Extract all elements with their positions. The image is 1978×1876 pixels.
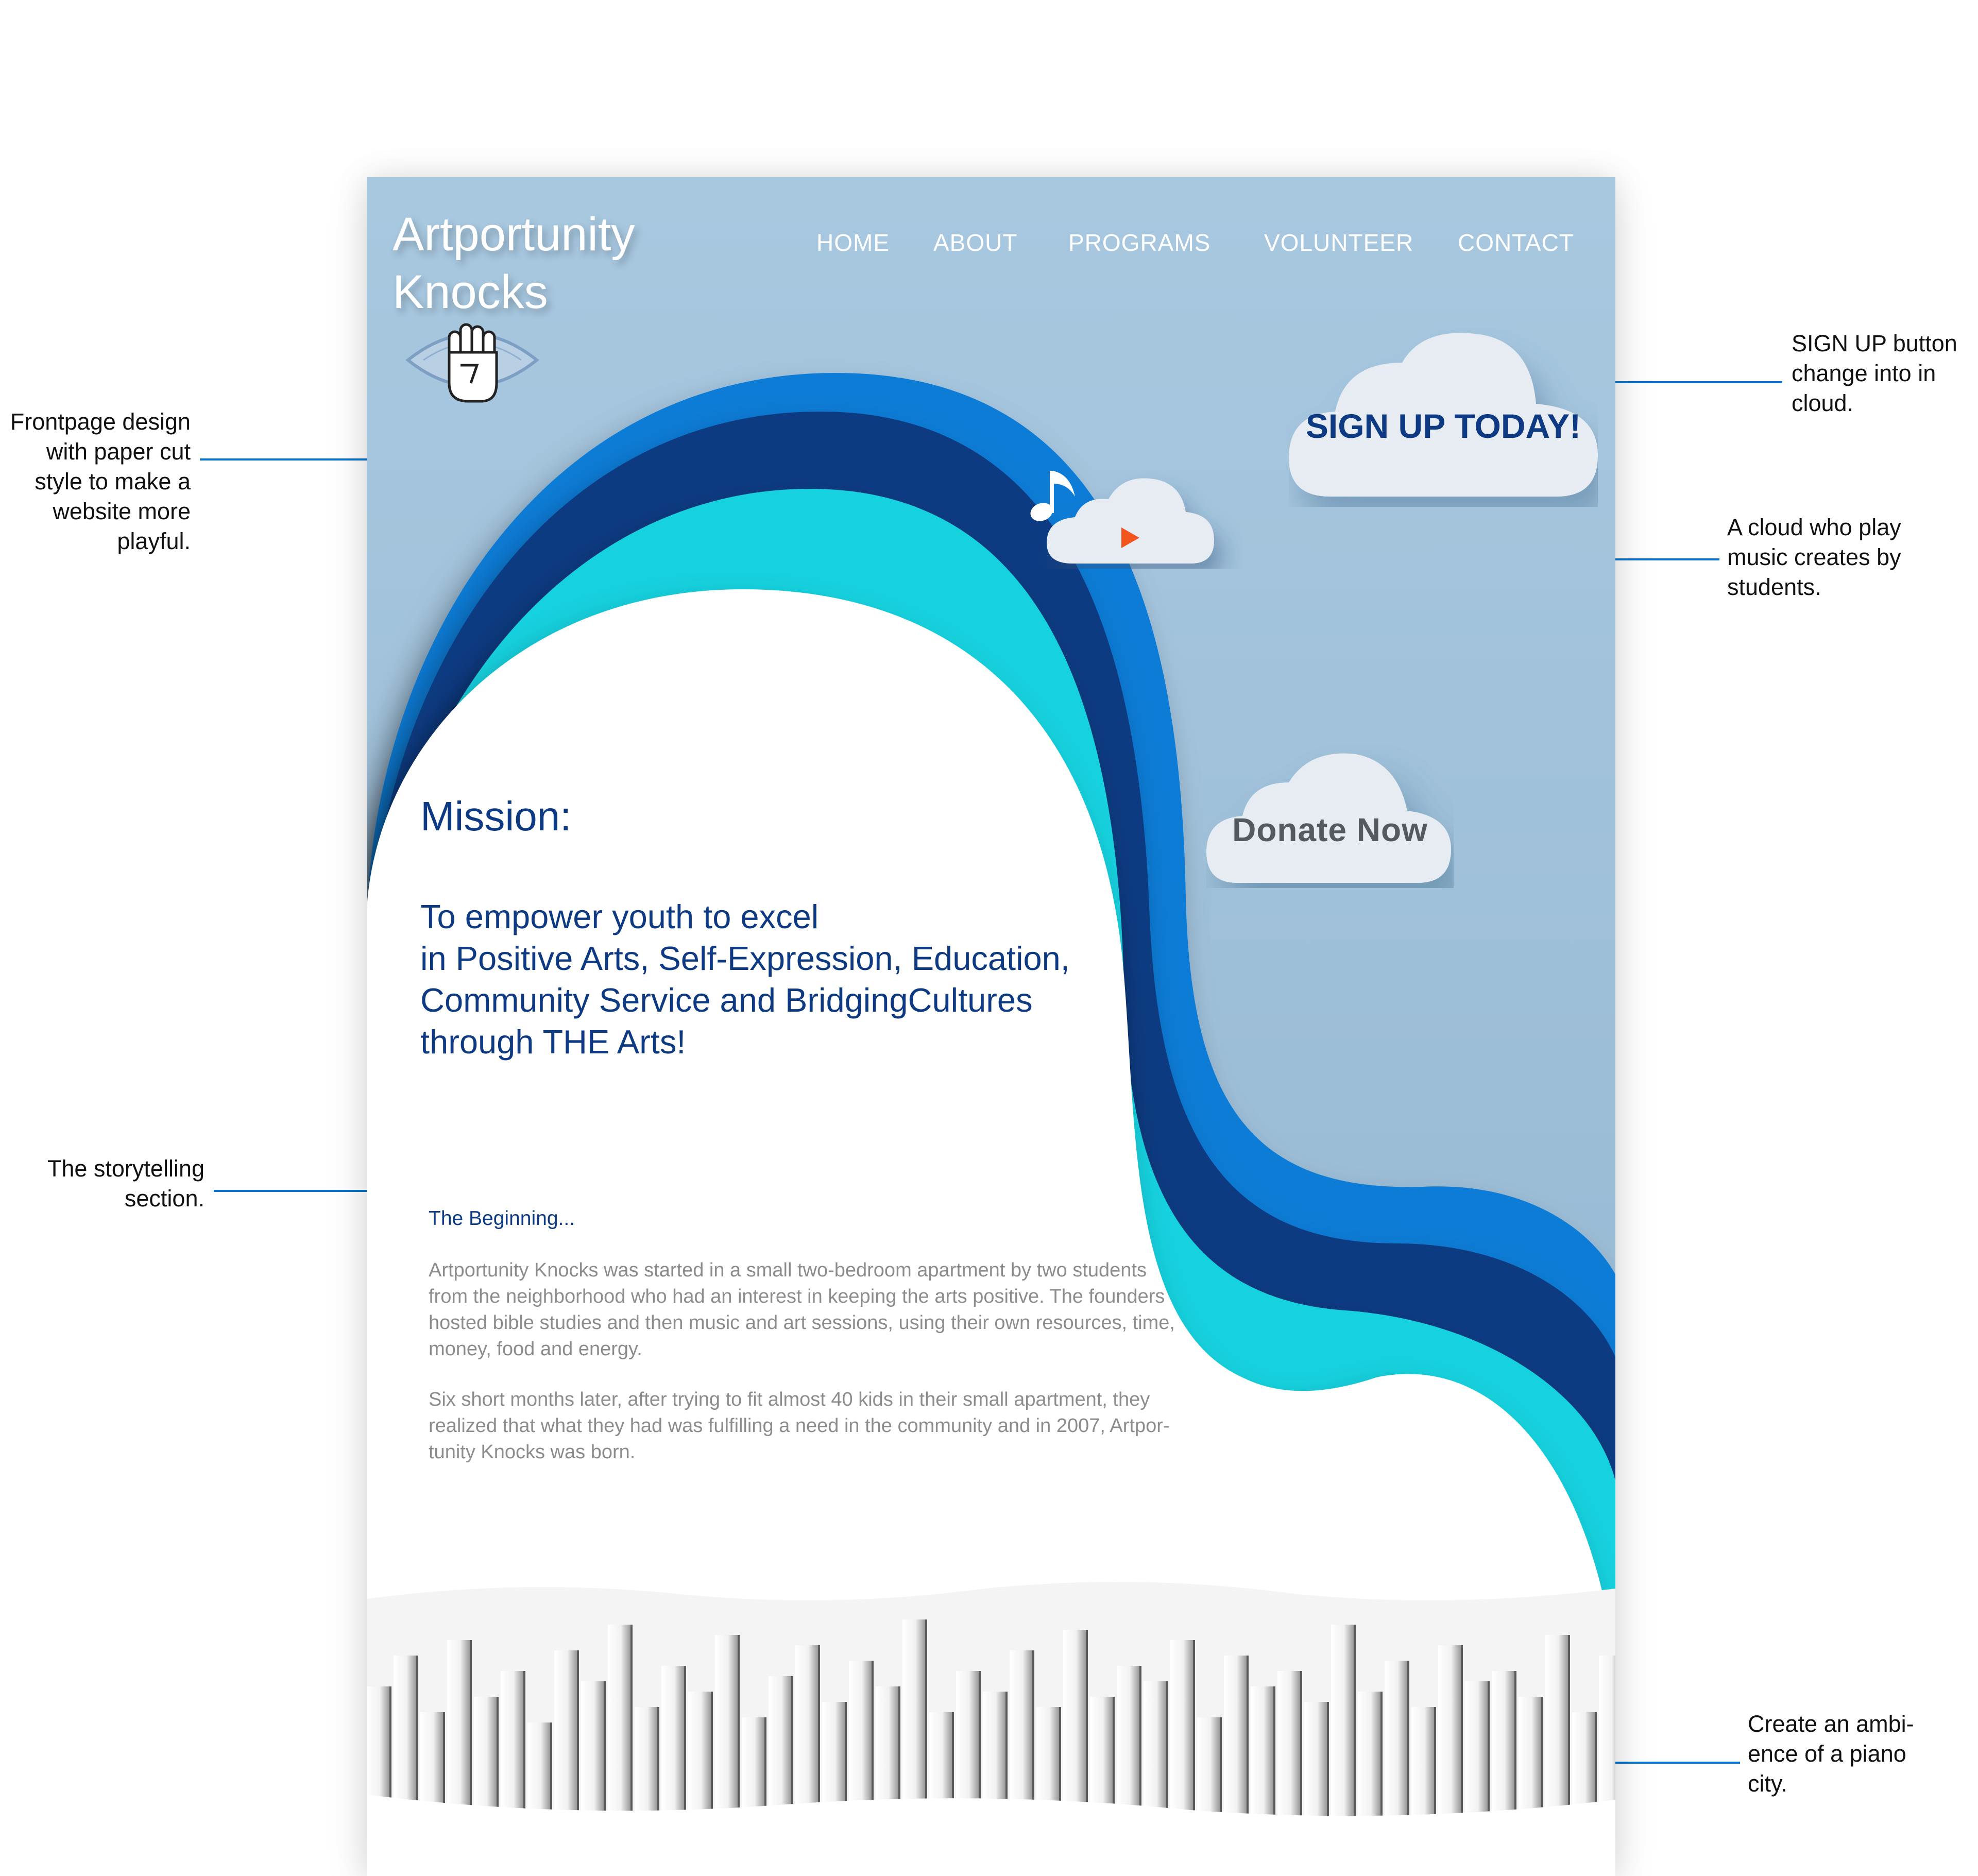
mission-heading: Mission:	[420, 793, 572, 839]
piano-key-building	[1358, 1692, 1382, 1836]
annotation-signup: SIGN UP button change into in cloud.	[1792, 330, 1957, 416]
nav-about[interactable]: ABOUT	[933, 229, 1018, 256]
piano-city-skyline	[367, 1578, 1615, 1876]
story-paragraph-2: Six short months later, after trying to fit almost 40 kids in their small apartment, they realized that what they had was fulfilling a need in the community and in 2007, Artpor- tunity Knocks was born.	[429, 1389, 1170, 1463]
story-heading: The Beginning...	[429, 1207, 575, 1230]
donate-label: Donate Now	[1232, 811, 1428, 848]
piano-key-building	[1224, 1656, 1248, 1836]
mission-line: in Positive Arts, Self-Expression, Education,	[420, 940, 1070, 977]
piano-key-building	[608, 1625, 632, 1836]
piano-key-building	[715, 1635, 739, 1836]
piano-key-building	[1438, 1645, 1462, 1836]
piano-key-building	[1251, 1686, 1274, 1836]
nav-volunteer[interactable]: VOLUNTEER	[1264, 229, 1414, 256]
nav-home[interactable]: HOME	[816, 229, 890, 256]
piano-key-building	[1331, 1625, 1355, 1836]
annotation-music: A cloud who play music creates by students.	[1727, 514, 1901, 600]
site-title-line1: Artportunity	[393, 208, 635, 261]
piano-key-building	[1277, 1671, 1301, 1836]
piano-key-building	[554, 1650, 578, 1836]
website-mockup	[367, 177, 1615, 1876]
piano-key-building	[1385, 1661, 1408, 1836]
raised-fist-eye-icon[interactable]	[403, 314, 542, 406]
nav-contact[interactable]: CONTACT	[1458, 229, 1574, 256]
mission-statement	[420, 896, 1152, 1063]
donate-cloud-button[interactable]	[1206, 744, 1454, 888]
signup-label: SIGN UP TODAY!	[1305, 407, 1581, 445]
story-paragraph-1: Artportunity Knocks was started in a small two-bedroom apartment by two students from the neighborhood who had an interest in keeping the arts positive. The founders hosted bible studies and then music and art sessions, using their own resources, time, money, food and energy.	[429, 1259, 1175, 1360]
mission-line: To empower youth to excel	[420, 898, 819, 935]
annotation-piano: Create an ambi- ence of a piano city.	[1748, 1711, 1914, 1797]
site-title-line2: Knocks	[393, 266, 548, 318]
site-title[interactable]	[393, 206, 635, 321]
annotation-storytelling: The storytelling section.	[47, 1155, 204, 1212]
mission-line: through THE Arts!	[420, 1023, 686, 1061]
nav-programs[interactable]: PROGRAMS	[1068, 229, 1211, 256]
music-cloud-graphic	[1026, 461, 1242, 569]
mission-line: Community Service and BridgingCultures	[420, 981, 1033, 1019]
annotation-frontpage: Frontpage design with paper cut style to make a website more playful.	[10, 408, 191, 554]
music-note-icon	[1028, 471, 1075, 524]
piano-key-building	[1170, 1640, 1194, 1836]
signup-cloud-button[interactable]	[1289, 327, 1598, 507]
